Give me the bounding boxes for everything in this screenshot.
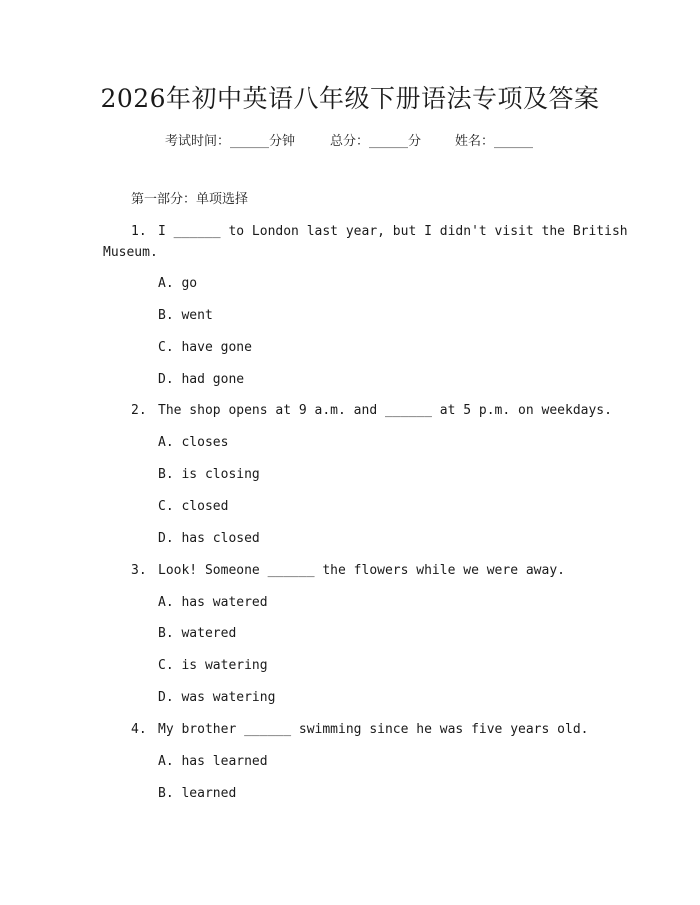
option-c: C. have gone xyxy=(158,340,252,355)
option-c: C. is watering xyxy=(158,658,268,673)
option-b: B. watered xyxy=(158,626,237,641)
option-d: D. has closed xyxy=(158,531,260,546)
option-a: A. has watered xyxy=(158,595,268,610)
student-name: 姓名：______ xyxy=(455,134,534,149)
document-title: 2026年初中英语八年级下册语法专项及答案 xyxy=(100,84,600,113)
question-text: I ______ to London last year, but I didn't visit the British xyxy=(158,224,628,239)
option-c: C. closed xyxy=(158,499,229,514)
question-1 xyxy=(131,222,651,242)
question-number: 2. xyxy=(131,403,147,418)
option-a: A. has learned xyxy=(158,754,268,769)
question-3 xyxy=(131,561,651,581)
option-b: B. is closing xyxy=(158,467,260,482)
option-d: D. was watering xyxy=(158,690,276,705)
option-d: D. had gone xyxy=(158,372,245,387)
question-text: My brother ______ swimming since he was five years old. xyxy=(158,722,589,737)
option-a: A. go xyxy=(158,276,198,291)
question-4 xyxy=(131,720,651,740)
question-number: 3. xyxy=(131,563,147,578)
section-heading: 第一部分：单项选择 xyxy=(131,192,249,207)
total-score: 总分：______分 xyxy=(330,134,422,149)
exam-time: 考试时间：______分钟 xyxy=(165,134,296,149)
question-number: 1. xyxy=(131,224,147,239)
question-text: Look! Someone ______ the flowers while we were away. xyxy=(158,563,565,578)
option-b: B. went xyxy=(158,308,213,323)
question-2 xyxy=(131,401,651,421)
option-b: B. learned xyxy=(158,786,237,801)
question-text-continued: Museum. xyxy=(103,245,158,260)
option-a: A. closes xyxy=(158,435,229,450)
question-number: 4. xyxy=(131,722,147,737)
question-text: The shop opens at 9 a.m. and ______ at 5 p.m. on weekdays. xyxy=(158,403,612,418)
